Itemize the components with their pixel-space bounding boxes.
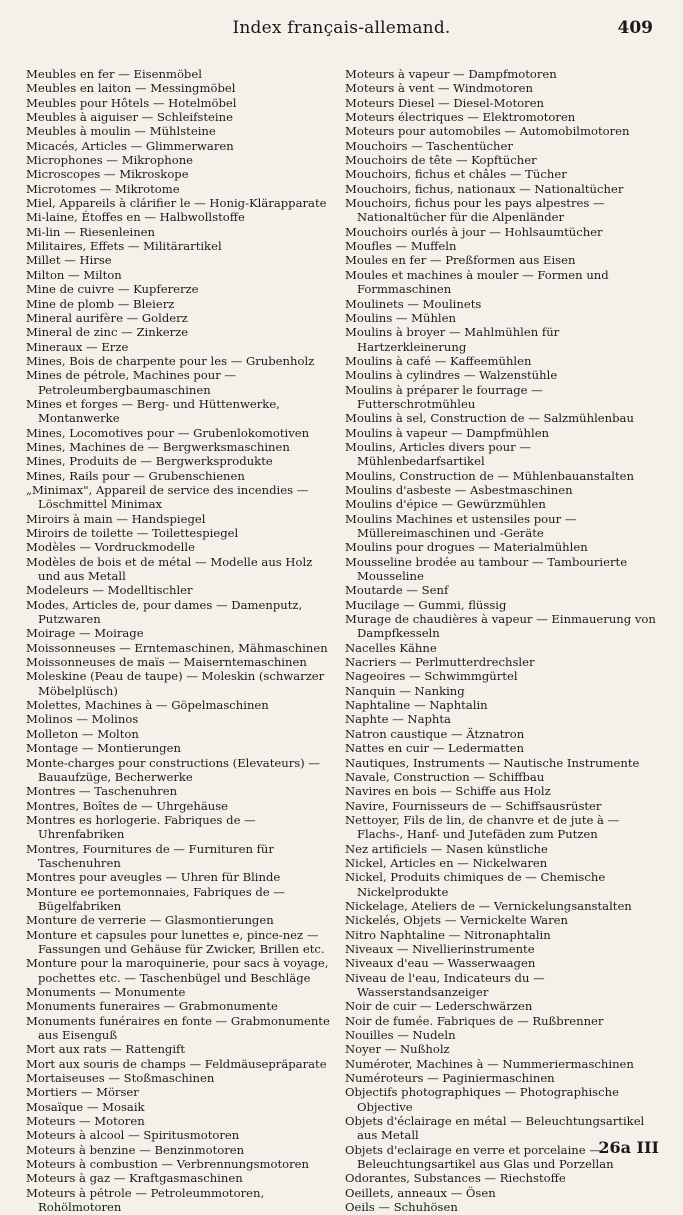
page-title: Index français-allemand.: [232, 18, 451, 38]
index-entry: Moissonneuses — Erntemaschinen, Mähmaschinen: [26, 640, 328, 655]
index-entry: Microtomes — Mikrotome: [26, 181, 180, 196]
index-entry: Numéroter, Machines à — Nummeriermaschinen: [345, 1056, 634, 1071]
index-entry: Noir de cuir — Lederschwärzen: [345, 999, 533, 1014]
index-entry: Meubles à moulin — Mühlsteine: [26, 124, 216, 139]
index-entry: Moteurs — Motoren: [26, 1114, 145, 1129]
index-entry: Moulins à vapeur — Dampfmühlen: [345, 425, 550, 440]
index-entry: Moleskine (Peau de taupe) — Moleskin (schwarzer Möbelplüsch): [26, 669, 325, 698]
index-entry: Meubles pour Hôtels — Hotelmöbel: [26, 95, 237, 110]
index-entry: Niveaux d'eau — Wasserwaagen: [345, 956, 536, 971]
index-entry: Mine de cuivre — Kupfererze: [26, 282, 199, 297]
index-entry: Mortiers — Mörser: [26, 1085, 139, 1100]
index-entry: Moulins Machines et ustensiles pour — Müllereimaschinen und -Geräte: [345, 511, 577, 540]
index-entry: Nettoyer, Fils de lin, de chanvre et de jute à — Flachs-, Hanf- und Jutefäden zum Putzen: [345, 812, 620, 842]
index-entry: Moteurs à benzine — Benzinmotoren: [26, 1142, 245, 1157]
index-entry: Mouchoirs, fichus et châles — Tücher: [345, 167, 567, 182]
index-entry: Mines et forges — Berg- und Hüttenwerke, Montanwerke: [26, 396, 280, 426]
index-entry: Mines, Locomotives pour — Grubenlokomotiven: [26, 425, 310, 440]
index-entry: Nickel, Articles en — Nickelwaren: [345, 855, 548, 870]
index-entry: Moufles — Muffeln: [345, 239, 457, 254]
index-entry: Moissonneuses de maïs — Maiserntemaschinen: [26, 655, 307, 670]
index-column-right: [345, 67, 657, 1215]
index-entry: Moteurs pour automobiles — Automobilmotoren: [345, 124, 630, 139]
index-entry: Monture pour la maroquinerie, pour sacs à voyage, pochettes etc. — Taschenbügel und Beschläge: [26, 956, 329, 985]
index-entry: Mouchoirs ourlés à jour — Hohlsaumtücher: [345, 224, 603, 239]
index-entry: Mi-lin — Riesenleinen: [26, 224, 155, 239]
page-number: 409: [617, 18, 653, 38]
index-entry: Monuments — Monumente: [26, 985, 186, 999]
index-entry: Miroirs de toilette — Toilettespiegel: [26, 526, 239, 540]
index-entry: Militaires, Effets — Militärartikel: [26, 239, 222, 254]
index-entry: Meubles en laiton — Messingmöbel: [26, 81, 236, 96]
index-entry: Microphones — Mikrophone: [26, 153, 194, 168]
index-entry: Moirage — Moirage: [26, 626, 144, 641]
index-entry: Montres — Taschenuhren: [26, 784, 178, 799]
index-entry: Navale, Construction — Schiffbau: [345, 769, 545, 784]
index-entry: Nouilles — Nudeln: [345, 1028, 456, 1043]
index-entry: Navires en bois — Schiffe aus Holz: [345, 784, 551, 799]
index-entry: Naphtaline — Naphtalin: [345, 698, 488, 713]
index-entry: Moteurs électriques — Elektromotoren: [345, 110, 576, 125]
index-entry: Moulins d'épice — Gewürzmühlen: [345, 497, 546, 512]
index-entry: Navire, Fournisseurs de — Schiffsausrüster: [345, 798, 602, 813]
index-entry: Modèles — Vordruckmodelle: [26, 540, 195, 555]
index-entry: Mines, Produits de — Bergwerksprodukte: [26, 454, 273, 469]
index-entry: Monture et capsules pour lunettes e, pince-nez — Fassungen und Gehäuse für Zwicker, Brillen etc.: [26, 927, 325, 956]
index-entry: Mi-laine, Étoffes en — Halbwollstoffe: [26, 210, 245, 225]
index-entry: Moulinets — Moulinets: [345, 296, 482, 311]
index-entry: Moules et machines à mouler — Formen und Formmaschinen: [345, 267, 609, 297]
index-entry: Meubles en fer — Eisenmöbel: [26, 67, 202, 81]
index-entry: Montres, Fournitures de — Furnituren für Taschenuhren: [26, 841, 274, 870]
index-entry: Mineraux — Erze: [26, 339, 129, 354]
printer-signature: 26a III: [598, 1138, 659, 1157]
index-entry: Moulins — Mühlen: [345, 310, 456, 325]
index-entry: Mortaiseuses — Stoßmaschinen: [26, 1071, 215, 1086]
index-entry: Mousseline brodée au tambour — Tambourierte Mousseline: [345, 554, 628, 584]
index-entry: Mouchoirs, fichus pour les pays alpestres — Nationaltücher für die Alpenländer: [345, 196, 605, 225]
index-entry: Miroirs à main — Handspiegel: [26, 511, 206, 526]
index-entry: Modes, Articles de, pour dames — Damenputz, Putzwaren: [26, 597, 303, 627]
index-entry: Moulins à cylindres — Walzenstühle: [345, 368, 558, 383]
index-entry: Oeils — Schuhösen: [345, 1200, 458, 1215]
index-entry: Nacriers — Perlmutterdrechsler: [345, 655, 535, 670]
index-entry: Nanquin — Nanking: [345, 683, 465, 698]
index-entry: Natron caustique — Ätznatron: [345, 726, 525, 741]
index-entry: Moteurs à alcool — Spiritusmotoren: [26, 1128, 240, 1143]
index-entry: Nez artificiels — Nasen künstliche: [345, 841, 548, 856]
index-entry: Moulins à préparer le fourrage — Futterschrotmühleu: [345, 382, 543, 411]
index-entry: Modeleurs — Modelltischler: [26, 583, 193, 598]
index-entry: Moteurs à combustion — Verbrennungsmotoren: [26, 1157, 309, 1172]
index-entry: Mineral aurifère — Golderz: [26, 310, 188, 325]
index-entry: Nickelés, Objets — Vernickelte Waren: [345, 913, 568, 928]
index-entry: Monture de verrerie — Glasmontierungen: [26, 913, 274, 928]
index-entry: „Minimax", Appareil de service des incendies — Löschmittel Minimax: [26, 482, 309, 512]
index-entry: Objets d'éclairage en métal — Beleuchtungsartikel aus Metall: [345, 1114, 645, 1143]
index-entry: Mort aux rats — Rattengift: [26, 1042, 186, 1057]
index-entry: Naphte — Naphta: [345, 712, 451, 727]
index-entry: Niveaux — Nivellierinstrumente: [345, 941, 535, 956]
index-entry: Mouchoirs — Taschentücher: [345, 138, 513, 153]
index-entry: Moutarde — Senf: [345, 583, 449, 598]
index-entry: Miel, Appareils à clárifier le — Honig-Klärapparate: [26, 196, 327, 211]
index-entry: Molleton — Molton: [26, 726, 139, 741]
index-entry: Mines de pétrole, Machines pour — Petroleumbergbaumaschinen: [26, 368, 237, 397]
index-entry: Monture ee portemonnaies, Fabriques de — Bügelfabriken: [26, 884, 285, 913]
index-entry: Monuments funéraires en fonte — Grabmonumente aus Eisenguß: [26, 1013, 330, 1043]
index-entry: Microscopes — Mikroskope: [26, 167, 189, 182]
index-entry: Moulins à broyer — Mahlmühlen für Hartzerkleinerung: [345, 325, 560, 354]
index-entry: Molettes, Machines à — Göpelmaschinen: [26, 698, 269, 713]
index-entry: Nickelage, Ateliers de — Vernickelungsanstalten: [345, 898, 632, 913]
index-entry: Mine de plomb — Bleierz: [26, 296, 175, 311]
index-entry: Moteurs à gaz — Kraftgasmaschinen: [26, 1171, 243, 1186]
index-entry: Monuments funeraires — Grabmonumente: [26, 999, 278, 1014]
index-entry: Mineral de zinc — Zinkerze: [26, 325, 189, 340]
index-entry: Odorantes, Substances — Riechstoffe: [345, 1171, 566, 1186]
index-entry: Moulins d'asbeste — Asbestmaschinen: [345, 482, 573, 497]
index-entry: Moteurs à vent — Windmotoren: [345, 81, 533, 96]
index-entry: Mines, Bois de charpente pour les — Grubenholz: [26, 353, 315, 368]
index-entry: Nautiques, Instruments — Nautische Instrumente: [345, 755, 640, 770]
index-entry: Molinos — Molinos: [26, 712, 139, 727]
index-entry: Moulins à sel, Construction de — Salzmühlenbau: [345, 411, 634, 426]
index-entry: Moulins, Articles divers pour — Mühlenbedarfsartikel: [345, 439, 531, 469]
index-entry: Mines, Rails pour — Grubenschienen: [26, 468, 245, 483]
index-entry: Objectifs photographiques — Photographische Objective: [345, 1085, 619, 1114]
index-entry: Montage — Montierungen: [26, 741, 181, 756]
index-entry: Mines, Machines de — Bergwerksmaschinen: [26, 439, 290, 454]
index-entry: Modèles de bois et de métal — Modelle aus Holz und aus Metall: [26, 554, 313, 584]
index-entry: Moteurs Diesel — Diesel-Motoren: [345, 95, 545, 110]
index-entry: Montres, Boîtes de — Uhrgehäuse: [26, 798, 229, 813]
index-entry: Mucilage — Gummi, flüssig: [345, 597, 507, 612]
index-entry: Noir de fumée. Fabriques de — Rußbrenner: [345, 1013, 604, 1028]
index-entry: Oeillets, anneaux — Ösen: [345, 1185, 496, 1200]
index-entry: Milton — Milton: [26, 267, 122, 282]
index-entry: Objets d'eclairage en verre et porcelaine — Beleuchtungsartikel aus Glas und Porzellan: [345, 1142, 614, 1172]
index-entry: Montres pour aveugles — Uhren für Blinde: [26, 870, 281, 885]
index-entry: Moteurs à vapeur — Dampfmotoren: [345, 67, 557, 81]
index-column-left: [26, 67, 338, 1215]
index-entry: Mosaïque — Mosaik: [26, 1099, 145, 1114]
index-entry: Moteurs à pétrole — Petroleummotoren, Rohölmotoren: [26, 1185, 265, 1215]
index-entry: Monte-charges pour constructions (Elevateurs) — Bauaufzüge, Becherwerke: [26, 755, 320, 784]
index-entry: Mouchoirs, fichus, nationaux — Nationaltücher: [345, 181, 624, 196]
index-entry: Murage de chaudières à vapeur — Einmauerung von Dampfkesseln: [345, 612, 656, 641]
index-entry: Millet — Hirse: [26, 253, 112, 268]
page-header: [0, 14, 683, 44]
index-entry: Micacés, Articles — Glimmerwaren: [26, 138, 234, 153]
index-entry: Meubles à aiguiser — Schleifsteine: [26, 110, 233, 125]
index-entry: Nickel, Produits chimiques de — Chemische Nickelprodukte: [345, 870, 606, 899]
index-entry: Montres es horlogerie. Fabriques de — Uhrenfabriken: [26, 812, 256, 842]
index-entry: Moules en fer — Preßformen aus Eisen: [345, 253, 576, 268]
index-entry: Numéroteurs — Paginiermaschinen: [345, 1071, 555, 1086]
index-entry: Nitro Naphtaline — Nitronaphtalin: [345, 927, 551, 942]
index-entry: Moulins, Construction de — Mühlenbauanstalten: [345, 468, 634, 483]
index-entry: Nageoires — Schwimmgürtel: [345, 669, 518, 684]
index-entry: Nacelles Kähne: [345, 640, 437, 655]
index-entry: Moulins à café — Kaffeemühlen: [345, 353, 532, 368]
index-entry: Noyer — Nußholz: [345, 1042, 450, 1057]
index-entry: Niveau de l'eau, Indicateurs du — Wasserstandsanzeiger: [345, 970, 545, 999]
index-entry: Mort aux souris de champs — Feldmäusepräparate: [26, 1056, 327, 1071]
index-entry: Mouchoirs de tête — Kopftücher: [345, 153, 537, 168]
index-entry: Moulins pour drogues — Materialmühlen: [345, 540, 588, 555]
index-entry: Nattes en cuir — Ledermatten: [345, 741, 524, 756]
